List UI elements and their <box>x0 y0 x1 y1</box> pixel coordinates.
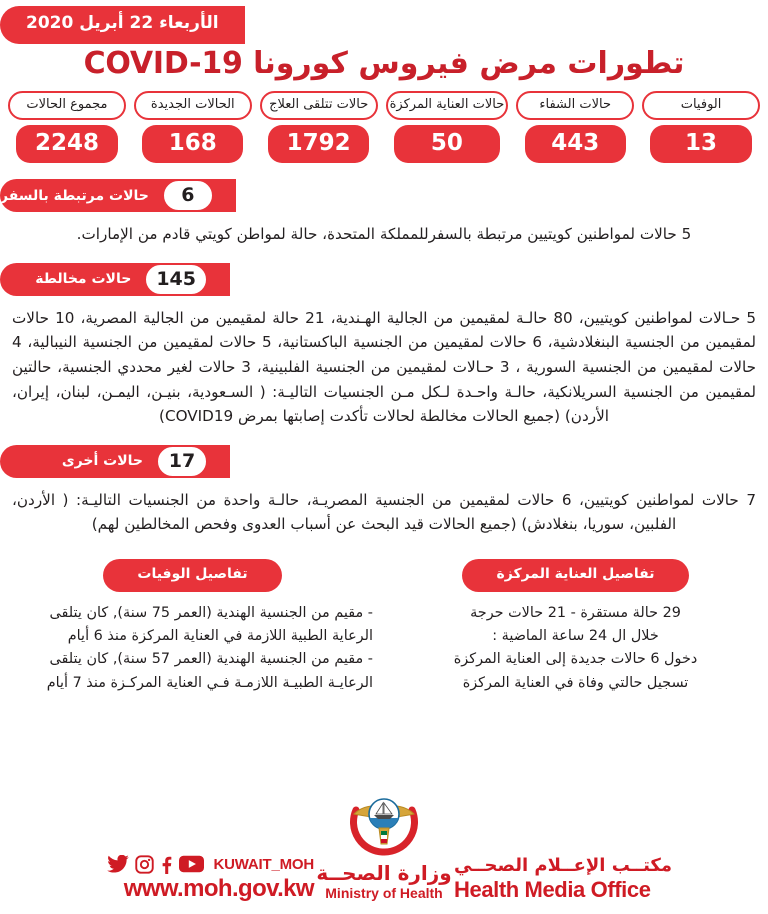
panel-deaths-body <box>6 602 379 695</box>
badge-title: حالات مرتبطة بالسفر <box>0 187 149 204</box>
badge-number-holder <box>162 179 214 212</box>
social-handle: KUWAIT_MOH <box>213 855 314 873</box>
panel-deaths-line: - مقيم من الجنسية الهندية (العمر 75 سنة), كان يتلقى الرعاية الطبية اللازمة في العناية المركزة منذ 6 أيام <box>49 604 373 645</box>
section-contact-text: 5 حـالات لمواطنين كويتيين، 80 حالـة لمقيمين من الجالية الهـندية، 21 حالة لمقيمين من الجالية المصرية، 10 حالات لمقيمين من الجنسية البنغلادشية، 6 حالات لمقيمين من الجنسية الباكستانية، 5 حالات لمقيمين من الجنسية النيبالية، 4 حالات لمقيمين من الجنسية السورية ، 3 حـالات لمقيمين من الجنسية الفلبينية، 3 حالات لغير محددي الجنسية، حالتين لمقيمين من الجنسية السريلانكية، حالـة واحـدة لـكل مـن الجنسيات التاليـة: ( السـعودية، بنيـن، اليمـن، لبنان، إيران، الأردن) (جميع الحالات مخالطة لحالات تأكدت إصابتها بمرض COVID19) <box>12 308 756 426</box>
stat-total-cases <box>8 91 126 163</box>
stat-label: الحالات الجديدة <box>134 91 252 120</box>
twitter-icon[interactable] <box>107 855 129 873</box>
panel-icu-title: تفاصيل العناية المركزة <box>462 559 688 592</box>
detail-panels <box>0 559 768 695</box>
stat-label: حالات تتلقى العلاج <box>260 91 378 120</box>
panel-deaths <box>6 559 379 695</box>
badge-number: 145 <box>156 267 196 290</box>
badge-number-holder <box>156 445 208 478</box>
media-office-arabic: مكتــب الإعــلام الصحــي <box>454 855 673 877</box>
ministry-branding <box>314 794 454 902</box>
stat-value: 443 <box>525 125 626 163</box>
instagram-icon[interactable] <box>135 855 154 874</box>
section-travel-badge <box>0 179 236 212</box>
section-travel-text: 5 حالات لمواطنين كويتيين مرتبطة بالسفرللمملكة المتحدة، حالة لمواطن كويتي قادم من الإمارات. <box>76 225 692 244</box>
badge-title: حالات أخرى <box>61 453 143 470</box>
social-block <box>14 855 314 902</box>
stat-value: 168 <box>142 125 243 163</box>
section-contact-badge <box>0 263 230 296</box>
stat-under-treatment <box>260 91 378 163</box>
badge-number: 6 <box>181 184 195 207</box>
statistics-strip <box>0 91 768 163</box>
footer <box>0 774 768 914</box>
section-travel-badge-row <box>0 179 768 212</box>
stat-recovered <box>516 91 634 163</box>
stat-value: 2248 <box>16 125 117 163</box>
badge-number: 17 <box>168 449 196 472</box>
ministry-arabic: وزارة الصحــة <box>316 861 452 886</box>
panel-icu-line: دخول 6 حالات جديدة إلى العناية المركزة <box>453 651 698 668</box>
panel-icu-body <box>448 602 704 695</box>
media-office-english: Health Media Office <box>454 876 651 902</box>
ministry-english: Ministry of Health <box>325 885 443 902</box>
stat-value: 1792 <box>268 125 369 163</box>
youtube-icon[interactable] <box>179 855 204 873</box>
stat-label: مجموع الحالات <box>8 91 126 120</box>
badge-title: حالات مخالطة <box>35 271 132 288</box>
stat-label: الوفيات <box>642 91 760 120</box>
facebook-icon[interactable] <box>160 855 173 874</box>
section-other-badge <box>0 445 230 478</box>
health-media-office <box>454 855 754 902</box>
stat-deaths <box>642 91 760 163</box>
kuwait-emblem-icon <box>348 794 420 860</box>
stat-label: حالات الشفاء <box>516 91 634 120</box>
date-banner <box>0 0 768 44</box>
badge-number-holder <box>144 263 208 296</box>
website-url[interactable]: www.moh.gov.kw <box>123 874 314 902</box>
stat-value: 50 <box>394 125 499 163</box>
stat-new-cases <box>134 91 252 163</box>
stat-label: حالات العناية المركزة <box>386 91 509 120</box>
panel-deaths-line: - مقيم من الجنسية الهندية (العمر 57 سنة), كان يتلقى الرعايـة الطبيـة اللازمـة فـي العناية المركـزة منذ 7 أيام <box>46 651 373 691</box>
stat-icu <box>386 91 509 163</box>
section-other-text: 7 حالات لمواطنين كويتيين، 6 حالات لمقيمين من الجنسية المصريـة، حالـة واحدة من الجنسيات التاليـة: ( الأردن، الفلبين، سوريا، بنغلادش) (جميع الحالات قيد البحث عن أسباب العدوى وفحص المخالطين لهم) <box>12 490 756 534</box>
panel-icu <box>389 559 762 695</box>
panel-icu-line: 29 حالة مستقرة - 21 حالات حرجة <box>470 604 681 621</box>
page-title: تطورات مرض فيروس كورونا COVID-19 <box>83 46 685 81</box>
panel-icu-line: خلال ال 24 ساعة الماضية : <box>492 628 659 645</box>
report-date: الأربعاء 22 أبريل 2020 <box>0 6 245 44</box>
social-row <box>107 855 315 874</box>
section-other-badge-row <box>0 445 768 478</box>
section-contact-badge-row <box>0 263 768 296</box>
panel-deaths-title: تفاصيل الوفيات <box>103 559 281 592</box>
stat-value: 13 <box>650 125 751 163</box>
panel-icu-line: تسجيل حالتي وفاة في العناية المركزة <box>462 674 689 691</box>
